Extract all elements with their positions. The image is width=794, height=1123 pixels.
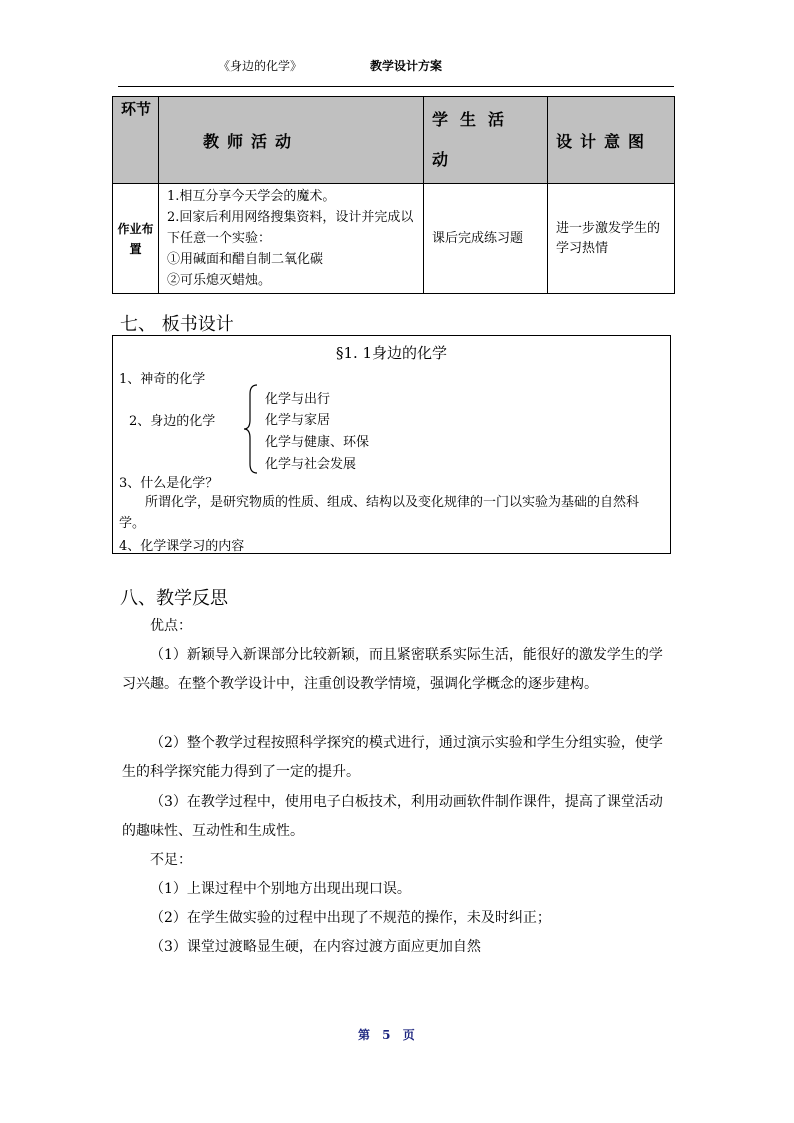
teacher-line-3: ①用碱面和醋自制二氧化碳	[167, 252, 324, 267]
teacher-line-4: ②可乐熄灭蜡烛。	[167, 273, 272, 288]
board-sub-4: 化学与社会发展	[265, 457, 357, 472]
table-header-row	[113, 97, 675, 184]
header-teacher-activity: 教师活动	[159, 97, 424, 184]
merits-label: 优点：	[150, 618, 192, 634]
header-rule	[118, 86, 674, 87]
lesson-plan-table	[112, 96, 675, 294]
merit-3: （3）在教学过程中，使用电子白板技术，利用动画软件制作课件，提高了课堂活动的趣味性、互动性和生成性。	[122, 794, 663, 839]
header-student-activity: 学生活动	[424, 97, 548, 184]
shortcoming-2: （2）在学生做实验的过程中出现了不规范的操作，未及时纠正；	[150, 910, 551, 926]
section7-heading: 七、 板书设计	[120, 314, 234, 335]
cell-design: 进一步激发学生的学习热情	[548, 184, 675, 294]
table-row	[113, 184, 675, 294]
board-sub-3: 化学与健康、环保	[265, 435, 370, 450]
teacher-line-2: 2.回家后利用网络搜集资料，设计并完成以下任意一个实验：	[167, 210, 414, 246]
brace-icon	[243, 384, 259, 474]
board-title: §1. 1身边的化学	[335, 344, 448, 362]
board-definition: 所谓化学，是研究物质的性质、组成、结构以及变化规律的一门以实验为基础的自然科学。	[119, 495, 640, 531]
section8-heading: 八、教学反思	[120, 588, 228, 609]
cell-env: 作业布置	[113, 184, 159, 294]
merit-1: （1）新颖导入新课部分比较新颖，而且紧密联系实际生活，能很好的激发学生的学习兴趣。在整个教学设计中，注重创设教学情境，强调化学概念的逐步建构。	[122, 647, 663, 692]
board-item-4: 4、化学课学习的内容	[119, 539, 245, 554]
header-env: 环节	[113, 97, 159, 184]
header-doc-type: 教学设计方案	[370, 59, 443, 73]
shortcoming-3: （3）课堂过渡略显生硬，在内容过渡方面应更加自然	[150, 939, 481, 955]
board-item-3: 3、什么是化学？	[119, 476, 219, 491]
shortcomings-label: 不足：	[150, 852, 192, 868]
header-design-intent: 设计意图	[548, 97, 675, 184]
board-item-2: 2、身边的化学	[129, 414, 216, 429]
cell-teacher	[159, 184, 424, 294]
shortcoming-1: （1）上课过程中个别地方出现出现口误。	[150, 881, 411, 897]
page-number: 第 5 页	[358, 1028, 419, 1042]
board-sub-2: 化学与家居	[265, 413, 331, 428]
board-item-1: 1、神奇的化学	[119, 372, 206, 387]
header-book-title: 《身边的化学》	[218, 59, 303, 73]
blackboard-design-box	[112, 335, 671, 554]
merit-2: （2）整个教学过程按照科学探究的模式进行，通过演示实验和学生分组实验，使学生的科学探究能力得到了一定的提升。	[122, 735, 663, 780]
board-sub-1: 化学与出行	[265, 392, 331, 407]
teacher-line-1: 1.相互分享今天学会的魔术。	[167, 189, 336, 204]
cell-student: 课后完成练习题	[424, 184, 548, 294]
